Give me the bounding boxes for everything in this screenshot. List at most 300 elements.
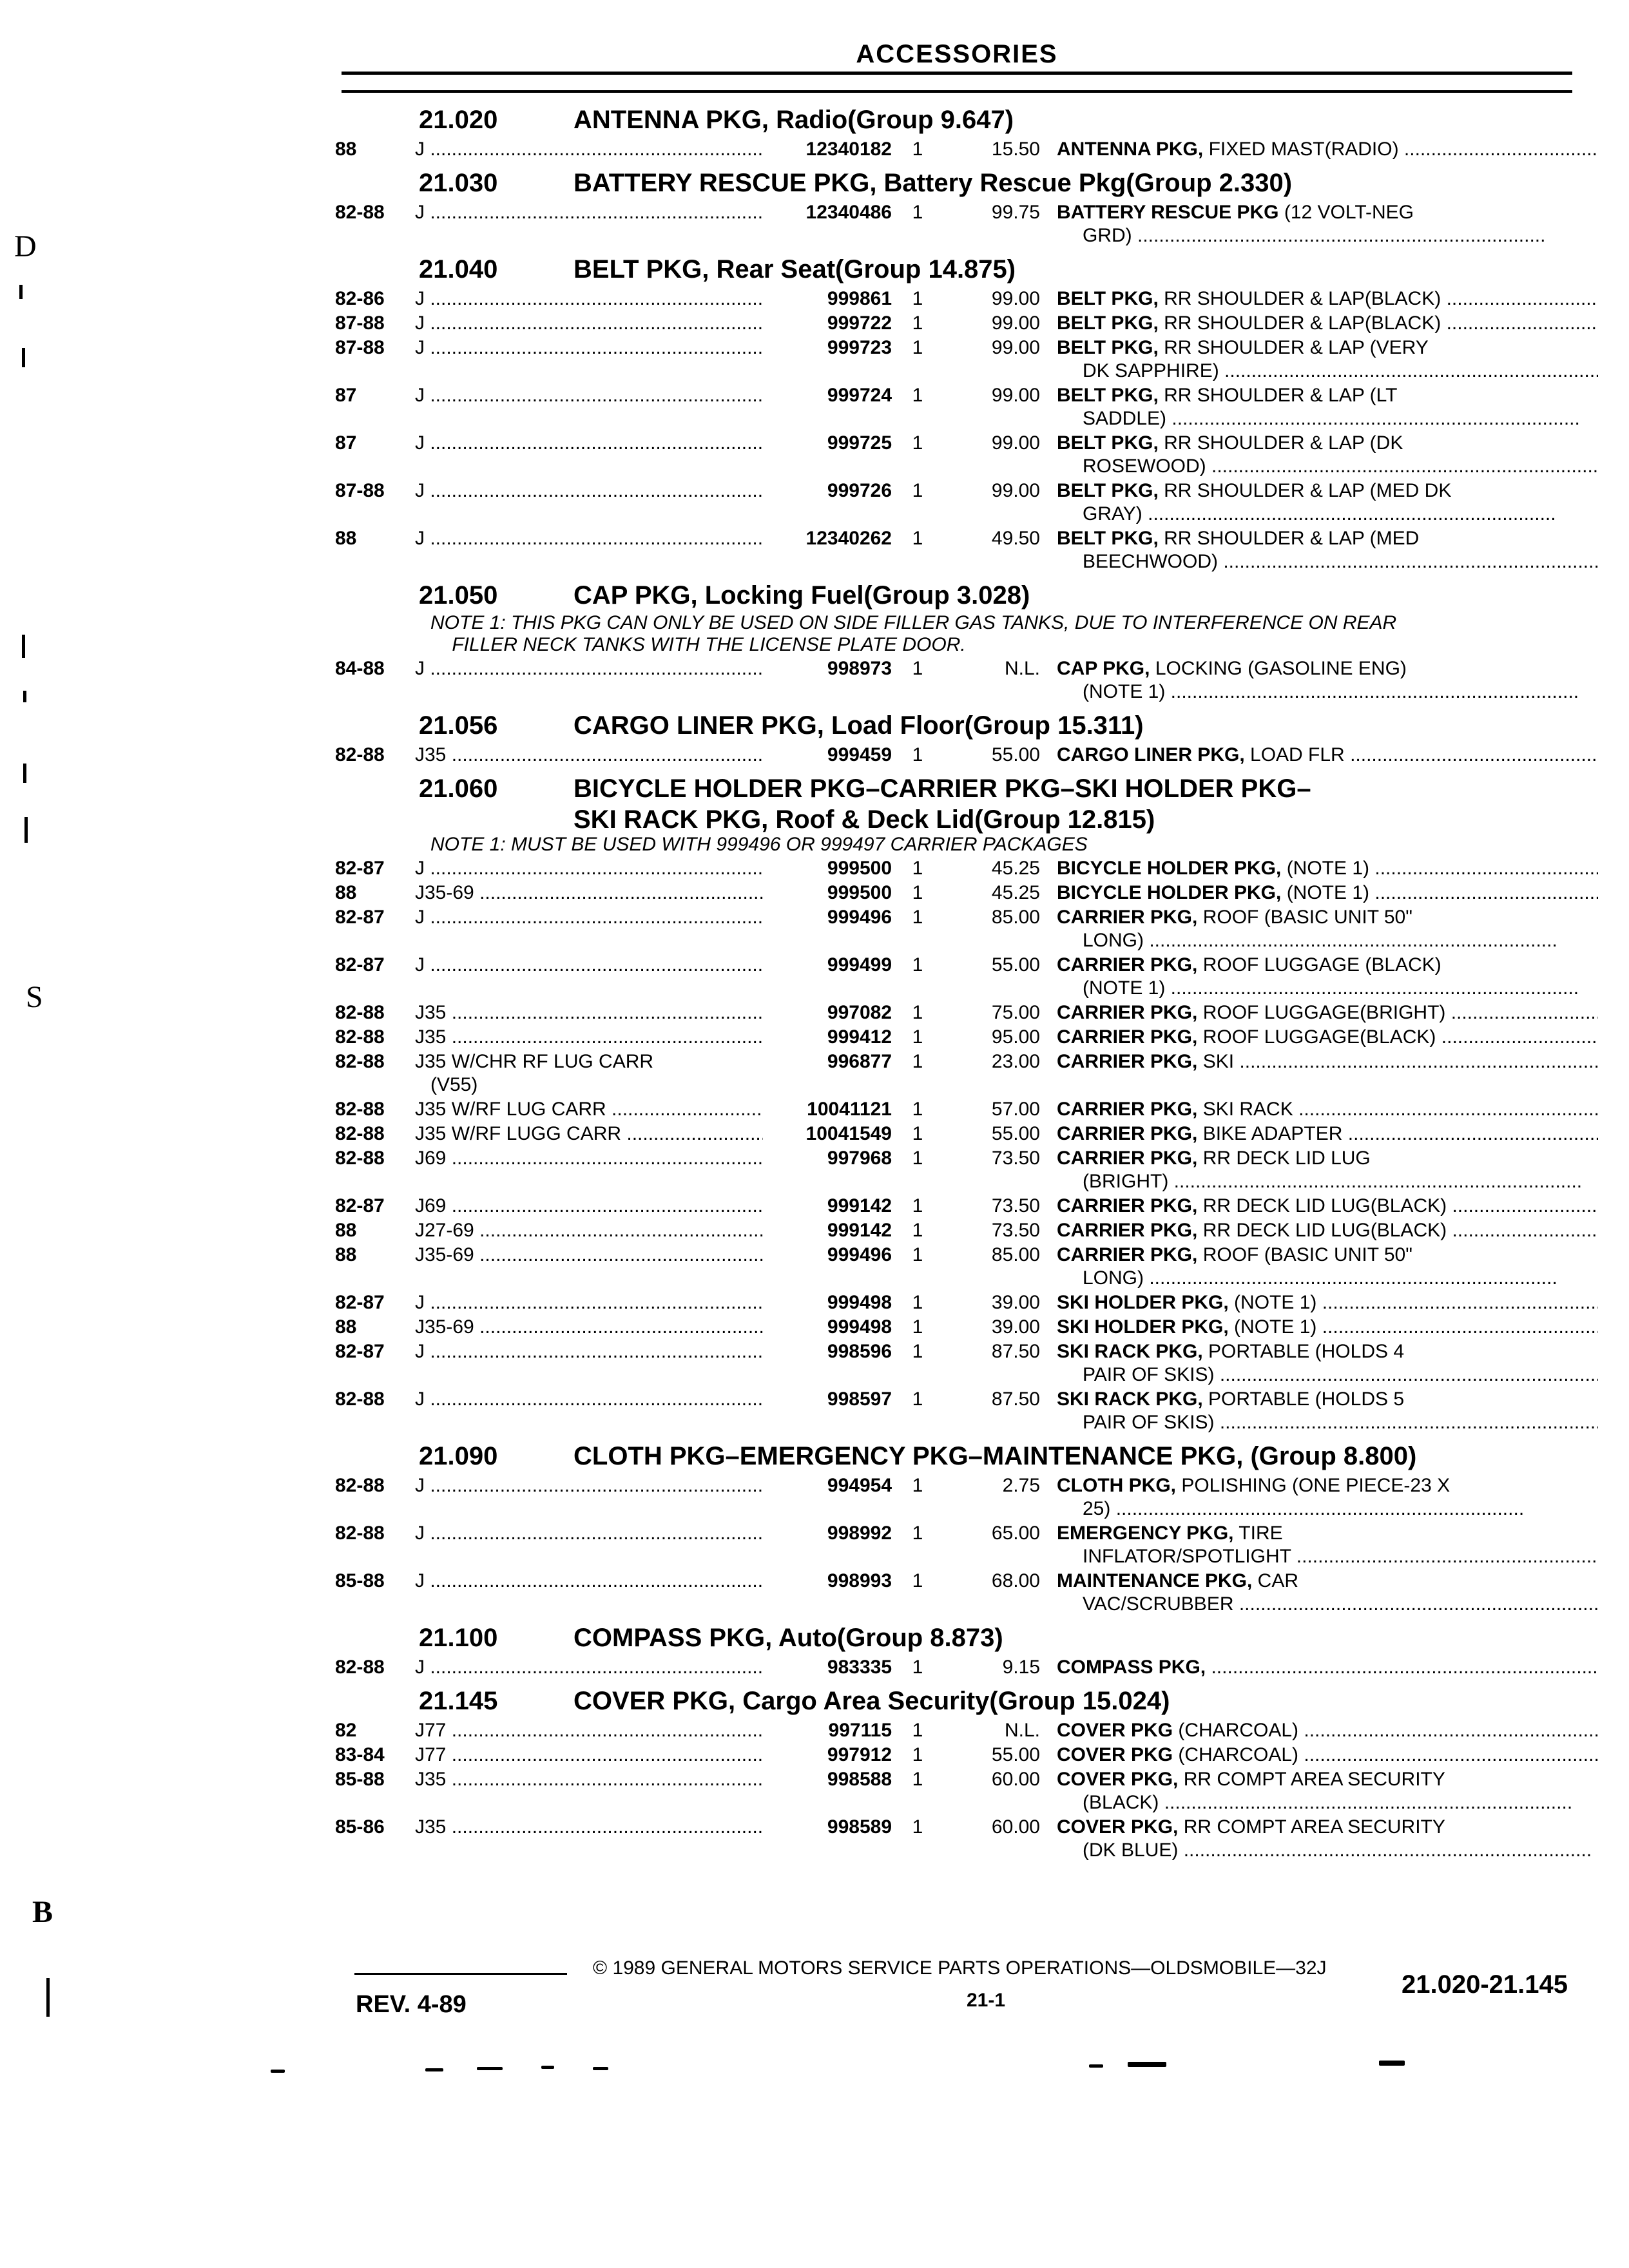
part-number: 12340486 xyxy=(805,202,892,223)
model-code-text: J27-69 xyxy=(415,1220,474,1241)
model-code-text: J35-69 xyxy=(415,1316,474,1338)
part-number: 998589 xyxy=(827,1816,892,1838)
part-number: 999459 xyxy=(827,744,892,765)
model-year: 82-87 xyxy=(335,1195,385,1216)
description-detail: RR DECK LID LUG xyxy=(1197,1148,1371,1169)
description-name: CARRIER PKG, xyxy=(1057,907,1198,928)
description xyxy=(1057,1244,1598,1290)
price: 23.00 xyxy=(991,1051,1040,1072)
description-continued: DK SAPPHIRE) ..... xyxy=(1057,360,1598,383)
description xyxy=(1057,1026,1598,1049)
price: 45.25 xyxy=(991,858,1040,879)
model-code-text: J35 W/RF LUG CARR xyxy=(415,1099,606,1120)
model-code-text: J35 xyxy=(415,1769,447,1790)
part-number: 999412 xyxy=(827,1026,892,1048)
price: 99.00 xyxy=(991,288,1040,309)
part-number: 999726 xyxy=(827,480,892,501)
description-continued: GRAY) ..... xyxy=(1057,503,1598,526)
model-code xyxy=(415,1098,763,1121)
description-detail: FIXED MAST(RADIO) xyxy=(1203,139,1399,160)
model-code xyxy=(415,432,763,478)
part-number: 999861 xyxy=(827,288,892,309)
quantity: 1 xyxy=(912,1570,923,1591)
description-continued: PAIR OF SKIS) ..... xyxy=(1057,1363,1598,1387)
quantity: 1 xyxy=(912,1195,923,1216)
part-row xyxy=(335,1522,1598,1568)
quantity: 1 xyxy=(912,1657,923,1678)
description-detail: ROOF (BASIC UNIT 50" xyxy=(1197,1244,1412,1265)
part-number: 998588 xyxy=(827,1769,892,1790)
description-name: CARRIER PKG, xyxy=(1057,1002,1198,1023)
description-name: ANTENNA PKG, xyxy=(1057,139,1204,160)
model-year: 85-88 xyxy=(335,1570,385,1591)
part-number: 999500 xyxy=(827,858,892,879)
price: 73.50 xyxy=(991,1148,1040,1169)
part-row xyxy=(335,1316,1598,1339)
description-detail: RR SHOULDER & LAP (MED DK xyxy=(1158,480,1452,501)
model-year: 84-88 xyxy=(335,658,385,679)
description xyxy=(1057,527,1598,573)
description-detail: (NOTE 1) xyxy=(1281,882,1370,903)
description xyxy=(1057,1768,1598,1814)
description-line xyxy=(1057,954,1598,977)
model-code xyxy=(415,1050,763,1097)
part-number: 994954 xyxy=(827,1475,892,1496)
quantity: 1 xyxy=(912,954,923,975)
model-year: 87 xyxy=(335,385,357,406)
description-line xyxy=(1057,1098,1598,1121)
part-row xyxy=(335,201,1598,247)
description-name: CARRIER PKG, xyxy=(1057,1026,1198,1048)
part-row xyxy=(335,1098,1598,1121)
description-line xyxy=(1057,1147,1598,1170)
description xyxy=(1057,1474,1598,1521)
section-title: BELT PKG, Rear Seat(Group 14.875) xyxy=(574,255,1016,284)
description xyxy=(1057,657,1598,704)
description xyxy=(1057,1147,1598,1193)
description-line xyxy=(1057,1219,1598,1242)
part-row xyxy=(335,1816,1598,1862)
description xyxy=(1057,1219,1598,1242)
description-continued: PAIR OF SKIS) ..... xyxy=(1057,1411,1598,1434)
model-code xyxy=(415,1744,763,1767)
part-row xyxy=(335,1656,1598,1679)
price: 39.00 xyxy=(991,1292,1040,1313)
section-heading xyxy=(419,103,1598,137)
model-year: 82-88 xyxy=(335,1026,385,1048)
section-number: 21.056 xyxy=(419,711,498,740)
description-detail: ROOF LUGGAGE(BLACK) xyxy=(1197,1026,1436,1048)
part-row xyxy=(335,1388,1598,1434)
model-year: 88 xyxy=(335,528,357,549)
model-code-text: J xyxy=(415,312,425,334)
description xyxy=(1057,1719,1598,1742)
part-row xyxy=(335,1474,1598,1521)
model-code xyxy=(415,1656,763,1679)
quantity: 1 xyxy=(912,1002,923,1023)
description-name: BELT PKG, xyxy=(1057,432,1159,454)
price: 15.50 xyxy=(991,139,1040,160)
model-code-text: J77 xyxy=(415,1720,447,1741)
part-number: 12340182 xyxy=(805,139,892,160)
description-line xyxy=(1057,384,1598,407)
footer-page-number: 21-1 xyxy=(967,1990,1006,2011)
model-code xyxy=(415,1340,763,1387)
model-code-text: J35 xyxy=(415,1816,447,1838)
model-code-text: J xyxy=(415,202,425,223)
model-code-text: J xyxy=(415,337,425,358)
model-code-text: J xyxy=(415,1570,425,1591)
price: 99.75 xyxy=(991,202,1040,223)
part-row xyxy=(335,744,1598,767)
model-code xyxy=(415,1719,763,1742)
description-detail: RR SHOULDER & LAP(BLACK) xyxy=(1158,288,1441,309)
model-code xyxy=(415,1147,763,1193)
price: 87.50 xyxy=(991,1341,1040,1362)
description-name: CARRIER PKG, xyxy=(1057,1123,1198,1144)
model-code xyxy=(415,1291,763,1314)
description-line xyxy=(1057,744,1598,767)
model-year: 82-88 xyxy=(335,1657,385,1678)
margin-letter-d: D xyxy=(14,229,37,264)
model-code-text: J xyxy=(415,1292,425,1313)
description-name: CARRIER PKG, xyxy=(1057,1244,1198,1265)
catalog-section xyxy=(335,1621,1598,1679)
description-name: BELT PKG, xyxy=(1057,528,1159,549)
margin-tick xyxy=(22,348,25,367)
model-code xyxy=(415,336,763,383)
model-code xyxy=(415,1474,763,1521)
model-code xyxy=(415,479,763,526)
model-code xyxy=(415,1768,763,1814)
model-code xyxy=(415,1570,763,1616)
model-year: 88 xyxy=(335,1244,357,1265)
description-name: CARRIER PKG, xyxy=(1057,1220,1198,1241)
model-code-text: J xyxy=(415,658,425,679)
description-detail: TIRE xyxy=(1233,1523,1283,1544)
description-line xyxy=(1057,1195,1598,1218)
description xyxy=(1057,138,1598,161)
section-note: NOTE 1: MUST BE USED WITH 999496 OR 999497 CARRIER PACKAGES xyxy=(430,834,1088,855)
description-detail: RR SHOULDER & LAP (VERY xyxy=(1158,337,1429,358)
description-detail: SKI xyxy=(1197,1051,1235,1072)
scan-speck xyxy=(541,2066,554,2069)
price: 2.75 xyxy=(1002,1475,1040,1496)
part-row xyxy=(335,1719,1598,1742)
model-code-text: J77 xyxy=(415,1744,447,1765)
page-header xyxy=(342,40,1572,75)
section-title: BICYCLE HOLDER PKG–CARRIER PKG–SKI HOLDER PKG– xyxy=(574,774,1311,803)
price: 95.00 xyxy=(991,1026,1040,1048)
price: 55.00 xyxy=(991,1123,1040,1144)
model-year: 88 xyxy=(335,1316,357,1338)
description-detail: (CHARCOAL) xyxy=(1173,1720,1299,1741)
description-name: CARGO LINER PKG, xyxy=(1057,744,1245,765)
model-code-text: J xyxy=(415,1475,425,1496)
model-code xyxy=(415,1122,763,1146)
description-detail: RR COMPT AREA SECURITY xyxy=(1178,1816,1445,1838)
price: 99.00 xyxy=(991,312,1040,334)
description xyxy=(1057,1122,1598,1146)
model-year: 82-88 xyxy=(335,1523,385,1544)
description-detail: PORTABLE (HOLDS 5 xyxy=(1202,1389,1405,1410)
part-number: 999142 xyxy=(827,1220,892,1241)
description-line xyxy=(1057,312,1598,335)
margin-tick xyxy=(22,635,25,658)
quantity: 1 xyxy=(912,528,923,549)
catalog-section xyxy=(335,253,1598,573)
description-continued: LONG) ..... xyxy=(1057,929,1598,952)
part-row xyxy=(335,138,1598,161)
price: 99.00 xyxy=(991,432,1040,454)
part-row xyxy=(335,479,1598,526)
description xyxy=(1057,906,1598,952)
quantity: 1 xyxy=(912,1744,923,1765)
model-year: 85-88 xyxy=(335,1769,385,1790)
description xyxy=(1057,1522,1598,1568)
description-continued: ROSEWOOD) ..... xyxy=(1057,455,1598,478)
description xyxy=(1057,1570,1598,1616)
margin-tick xyxy=(19,285,23,299)
description-detail: LOCKING (GASOLINE ENG) xyxy=(1150,658,1407,679)
model-code-text: J xyxy=(415,288,425,309)
model-year: 82-86 xyxy=(335,288,385,309)
description-line xyxy=(1057,479,1598,503)
description xyxy=(1057,1291,1598,1314)
model-year: 88 xyxy=(335,139,357,160)
model-code-text: J xyxy=(415,385,425,406)
model-year: 88 xyxy=(335,882,357,903)
section-title: COMPASS PKG, Auto(Group 8.873) xyxy=(574,1624,1003,1652)
model-code-text: J35 W/CHR RF LUG CARR xyxy=(415,1051,654,1072)
model-code xyxy=(415,138,763,161)
description-detail: (12 VOLT-NEG xyxy=(1278,202,1414,223)
section-number: 21.020 xyxy=(419,106,498,134)
catalog-section xyxy=(335,1439,1598,1616)
section-title: COVER PKG, Cargo Area Security(Group 15.024) xyxy=(574,1687,1170,1715)
description-line xyxy=(1057,1001,1598,1024)
description-name: SKI RACK PKG, xyxy=(1057,1389,1203,1410)
description-detail: RR DECK LID LUG(BLACK) xyxy=(1197,1220,1447,1241)
description-detail: CAR xyxy=(1252,1570,1299,1591)
part-row xyxy=(335,906,1598,952)
description-line xyxy=(1057,138,1598,161)
section-title: ANTENNA PKG, Radio(Group 9.647) xyxy=(574,106,1014,134)
quantity: 1 xyxy=(912,1389,923,1410)
catalog-section xyxy=(335,1684,1598,1862)
description-continued: (DK BLUE) ..... xyxy=(1057,1839,1598,1862)
description-continued: BEECHWOOD) ..... xyxy=(1057,550,1598,573)
section-heading xyxy=(419,1439,1598,1473)
description-line xyxy=(1057,1291,1598,1314)
price: 9.15 xyxy=(1002,1657,1040,1678)
section-title: CLOTH PKG–EMERGENCY PKG–MAINTENANCE PKG, (Group 8.800) xyxy=(574,1442,1417,1470)
section-title: BATTERY RESCUE PKG, Battery Rescue Pkg(Group 2.330) xyxy=(574,169,1293,197)
margin-tick xyxy=(23,691,26,702)
part-number: 999724 xyxy=(827,385,892,406)
price: 85.00 xyxy=(991,1244,1040,1265)
part-row xyxy=(335,881,1598,905)
model-code-text: J xyxy=(415,1657,425,1678)
description xyxy=(1057,1656,1598,1679)
price: 55.00 xyxy=(991,954,1040,975)
price: 73.50 xyxy=(991,1220,1040,1241)
section-heading xyxy=(419,166,1598,200)
part-row xyxy=(335,1340,1598,1387)
catalog-section xyxy=(335,709,1598,767)
description-detail: ROOF LUGGAGE (BLACK) xyxy=(1197,954,1441,975)
model-code xyxy=(415,287,763,311)
description-name: SKI RACK PKG, xyxy=(1057,1341,1203,1362)
quantity: 1 xyxy=(912,1720,923,1741)
model-year: 82-87 xyxy=(335,1292,385,1313)
description-name: CLOTH PKG, xyxy=(1057,1475,1176,1496)
part-row xyxy=(335,1570,1598,1616)
part-number: 12340262 xyxy=(805,528,892,549)
description xyxy=(1057,384,1598,430)
price: 73.50 xyxy=(991,1195,1040,1216)
part-row xyxy=(335,287,1598,311)
model-code-text: J35 xyxy=(415,1002,447,1023)
model-code xyxy=(415,881,763,905)
scan-speck xyxy=(1379,2061,1405,2066)
header-rule xyxy=(342,90,1572,93)
model-code xyxy=(415,201,763,247)
section-heading xyxy=(419,709,1598,742)
description-continued: INFLATOR/SPOTLIGHT ..... xyxy=(1057,1545,1598,1568)
description-detail: ROOF LUGGAGE(BRIGHT) xyxy=(1197,1002,1446,1023)
quantity: 1 xyxy=(912,744,923,765)
description-detail: POLISHING (ONE PIECE-23 X xyxy=(1176,1475,1451,1496)
description-continued: GRD) ..... xyxy=(1057,224,1598,247)
section-title: CARGO LINER PKG, Load Floor(Group 15.311) xyxy=(574,711,1144,740)
part-row xyxy=(335,1026,1598,1049)
catalog-section xyxy=(335,579,1598,704)
description xyxy=(1057,954,1598,1000)
description-line xyxy=(1057,1388,1598,1411)
quantity: 1 xyxy=(912,139,923,160)
parts-catalog-body xyxy=(335,98,1598,1862)
section-title-continued: SKI RACK PKG, Roof & Deck Lid(Group 12.815) xyxy=(574,805,1155,834)
model-code-text: J69 xyxy=(415,1195,447,1216)
description-name: COMPASS PKG, xyxy=(1057,1657,1206,1678)
description-line xyxy=(1057,1340,1598,1363)
model-year: 87-88 xyxy=(335,337,385,358)
model-code xyxy=(415,1026,763,1049)
description-name: BELT PKG, xyxy=(1057,385,1159,406)
scan-speck xyxy=(425,2068,443,2071)
description xyxy=(1057,857,1598,880)
price: 49.50 xyxy=(991,528,1040,549)
part-row xyxy=(335,1122,1598,1146)
description-line xyxy=(1057,1744,1598,1767)
part-row xyxy=(335,1219,1598,1242)
description-name: CARRIER PKG, xyxy=(1057,1051,1198,1072)
description-line xyxy=(1057,657,1598,680)
model-year: 83-84 xyxy=(335,1744,385,1765)
description-name: BATTERY RESCUE PKG xyxy=(1057,202,1279,223)
model-code xyxy=(415,1195,763,1218)
description-detail: (NOTE 1) xyxy=(1228,1316,1317,1338)
description-name: BELT PKG, xyxy=(1057,337,1159,358)
part-number: 999498 xyxy=(827,1316,892,1338)
part-row xyxy=(335,432,1598,478)
description-line xyxy=(1057,857,1598,880)
price: N.L. xyxy=(1004,1720,1040,1741)
part-row xyxy=(335,657,1598,704)
model-code-text: J xyxy=(415,907,425,928)
part-row xyxy=(335,527,1598,573)
part-number: 999725 xyxy=(827,432,892,454)
model-code-continued: (V55) xyxy=(430,1074,478,1095)
quantity: 1 xyxy=(912,1148,923,1169)
part-number: 999496 xyxy=(827,907,892,928)
quantity: 1 xyxy=(912,658,923,679)
section-number: 21.145 xyxy=(419,1687,498,1715)
quantity: 1 xyxy=(912,907,923,928)
section-heading xyxy=(419,772,1598,805)
description-detail: SKI RACK xyxy=(1197,1099,1293,1120)
model-year: 82-88 xyxy=(335,1123,385,1144)
model-year: 82-88 xyxy=(335,1389,385,1410)
description xyxy=(1057,881,1598,905)
description-line xyxy=(1057,1122,1598,1146)
page-title: ACCESSORIES xyxy=(856,40,1058,68)
part-number: 997082 xyxy=(827,1002,892,1023)
description xyxy=(1057,1388,1598,1434)
price: 39.00 xyxy=(991,1316,1040,1338)
quantity: 1 xyxy=(912,312,923,334)
part-row xyxy=(335,1001,1598,1024)
quantity: 1 xyxy=(912,1099,923,1120)
model-year: 82 xyxy=(335,1720,357,1741)
description-continued: SADDLE) ..... xyxy=(1057,407,1598,430)
section-note: NOTE 1: THIS PKG CAN ONLY BE USED ON SIDE FILLER GAS TANKS, DUE TO INTERFERENCE ON REAR FILLER NECK TANKS WITH THE LICENSE PLATE DOOR. xyxy=(430,612,1397,655)
part-number: 998973 xyxy=(827,658,892,679)
description-name: COVER PKG, xyxy=(1057,1769,1179,1790)
part-row xyxy=(335,312,1598,335)
footer-revision: REV. 4-89 xyxy=(356,1991,467,2018)
model-year: 87-88 xyxy=(335,480,385,501)
description xyxy=(1057,1050,1598,1097)
description-name: BELT PKG, xyxy=(1057,312,1159,334)
model-code xyxy=(415,1219,763,1242)
description-name: BICYCLE HOLDER PKG, xyxy=(1057,858,1282,879)
description xyxy=(1057,1098,1598,1121)
margin-letter-s: S xyxy=(26,980,43,1014)
description-detail: RR COMPT AREA SECURITY xyxy=(1178,1769,1445,1790)
model-year: 82-87 xyxy=(335,954,385,975)
section-number: 21.050 xyxy=(419,581,498,610)
quantity: 1 xyxy=(912,288,923,309)
model-code xyxy=(415,1816,763,1862)
description-continued: (NOTE 1) ..... xyxy=(1057,680,1598,704)
quantity: 1 xyxy=(912,1475,923,1496)
scan-speck xyxy=(271,2070,285,2073)
description xyxy=(1057,1744,1598,1767)
model-code xyxy=(415,1001,763,1024)
quantity: 1 xyxy=(912,1816,923,1838)
description-name: SKI HOLDER PKG, xyxy=(1057,1292,1229,1313)
model-code-text: J xyxy=(415,139,425,160)
description-continued: 25) ..... xyxy=(1057,1497,1598,1521)
quantity: 1 xyxy=(912,432,923,454)
description xyxy=(1057,1816,1598,1862)
model-code-text: J35 xyxy=(415,744,447,765)
section-heading xyxy=(419,1684,1598,1718)
part-row xyxy=(335,857,1598,880)
description-name: COVER PKG xyxy=(1057,1744,1173,1765)
